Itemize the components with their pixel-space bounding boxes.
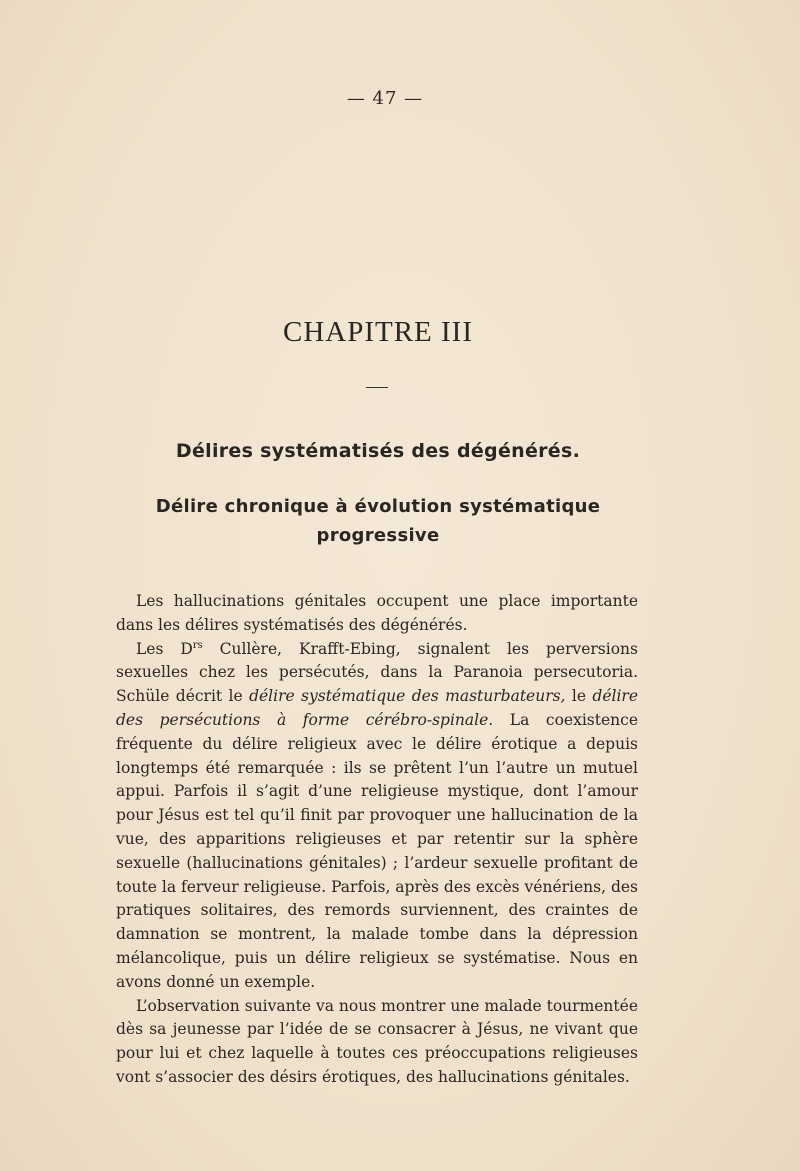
divider-rule bbox=[366, 387, 388, 388]
paragraph-2-text-b: Cullère, Krafft-Ebing, signalent les perversions sexuelles chez les persécutés, dans la Paranoia persecutoria. Schüle décrit le bbox=[116, 639, 638, 706]
paragraph-3: L’observation suivante va nous montrer une malade tourmentée dès sa jeunesse par l’idée de se consacrer à Jésus, ne vivant que pour lui et chez laquelle à toutes ces préoccupations religieuses vont s’associer des désirs érotiques, des hallucinations génitales. bbox=[116, 996, 638, 1086]
paragraph-1: Les hallucinations génitales occupent une place importante dans les délires systématisés des dégénérés. bbox=[116, 592, 638, 634]
paragraph-2-italic-2: délire des persécutions à forme cérébro-spinale. bbox=[116, 687, 638, 729]
page-number: — 47 — bbox=[346, 88, 424, 109]
paragraph-2-text-a: Les D bbox=[136, 639, 193, 658]
paragraph-2-italic-1: délire systématique des masturbateurs, bbox=[249, 687, 566, 706]
paragraph-2 bbox=[116, 638, 638, 995]
section-title: Délires systématisés des dégénérés. bbox=[175, 440, 581, 462]
paragraph-2-text-c: le bbox=[565, 687, 593, 706]
paragraph-2-text-d: La coexistence fréquente du délire religieux avec le délire érotique a depuis longtemps été remarquée : ils se prêtent l’un l’autre un mutuel appui. Parfois il s’agit d’une religieuse mystique, dont l’amour pour Jésus est tel qu’il finit par provoquer une hallucination de la vue, des apparitions religieuses et par retentir sur la sphère sexuelle (hallucinations génitales) ; l’ardeur sexuelle profitant de toute la ferveur religieuse. Parfois, après des excès vénériens, des pratiques solitaires, des remords surviennent, des craintes de damnation se montrent, la malade tombe dans la dépression mélancolique, puis un délire religieux se systématise. Nous en avons donné un exemple. bbox=[116, 710, 639, 991]
section-subtitle: Délire chronique à évolution systématique progressive bbox=[155, 496, 601, 546]
chapter-heading: CHAPITRE III bbox=[282, 316, 473, 348]
paragraph-2-superscript: rs bbox=[192, 639, 203, 651]
body-text bbox=[116, 590, 638, 1090]
